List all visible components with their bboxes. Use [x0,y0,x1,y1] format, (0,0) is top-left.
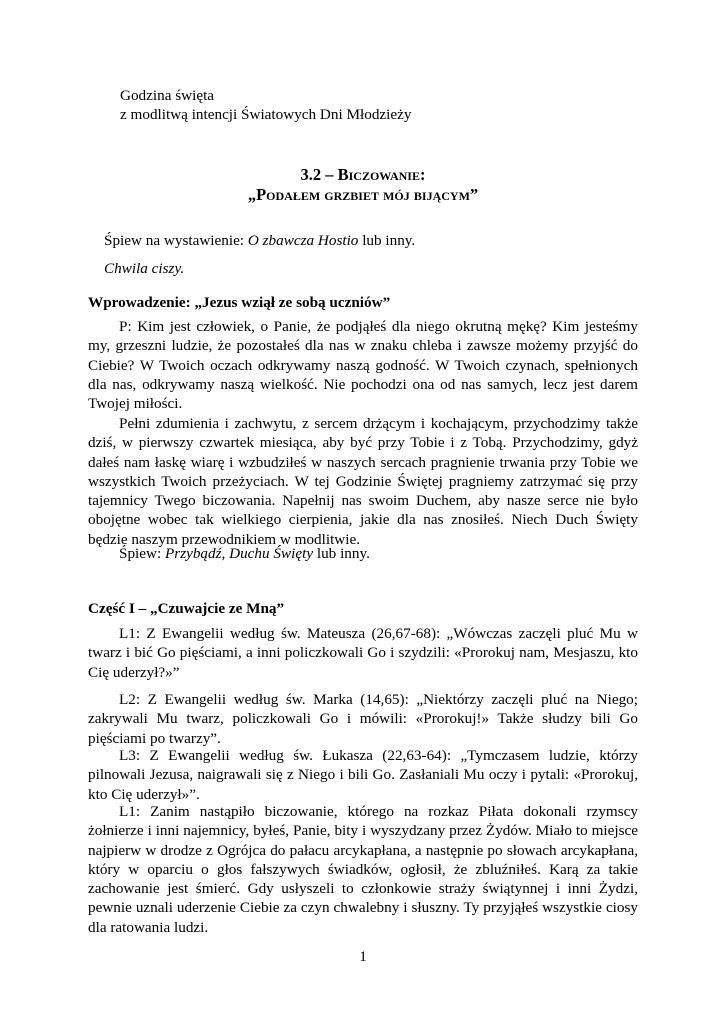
document-header [120,86,411,124]
intro-song-prefix: Śpiew: [119,545,165,562]
intro-song-title: Przybądź, Duchu Święty [165,545,314,562]
opening-song-title: O zbawcza Hostio [247,232,359,249]
intro-song [88,544,638,563]
intro-song-suffix: lub inny. [313,545,370,562]
silence-note: Chwila ciszy. [104,260,185,277]
part1-heading: Część I – „Czuwajcie ze Mną” [88,600,285,617]
intro-paragraph-1: P: Kim jest człowiek, o Panie, że podjąłeś dla niego okrutną mękę? Kim jesteśmy my, grzeszni ludzie, że pozostałeś dla nas w znaku chleba i zawsze możemy przyjść do Ciebie? W Twoich oczach odkrywamy naszą godność. W Twoich czynach, spełnionych dla nas, odkrywamy naszą wielkość. Nie pochodzi ona od nas samych, lecz jest darem Twojej miłości. [88,318,638,413]
opening-song-prefix: Śpiew na wystawienie: [104,232,248,249]
intro-paragraph-2: Pełni zdumienia i zachwytu, z sercem drżącym i kochającym, przychodzimy także dziś, w pierwszy czwartek miesiąca, aby być przy Tobie i z Tobą. Przychodzimy, gdyż dałeś nam łaskę wiarę i wzbudziłeś w naszych sercach pragnienie trwania przy Tobie we wszystkich Twoich przeżyciach. W tej Godzinie Świętej pragniemy zatrzymać się przy tajemnicy Twego biczowania. Napełnij nas swoim Duchem, aby nasze serce nie było obojętne wobec tak wielkiego cierpienia, jakie dla nas znosiłeś. Niech Duch Święty będzie naszym przewodnikiem w modlitwie. [88,415,638,548]
section-title [88,165,638,205]
opening-song [104,231,415,250]
part1-reading-3: L3: Z Ewangelii według św. Łukasza (22,63-64): „Tymczasem ludzie, którzy pilnowali Jezusa, naigrawali się z Niego i bili Go. Zasłaniali Mu oczy i pytali: «Prorokuj, kto Cię uderzył»”. [88,747,638,803]
part1-reflection: L1: Zanim nastąpiło biczowanie, którego na rozkaz Piłata dokonali rzymscy żołnierze i inni najemnicy, byłeś, Panie, bity i wyszydzany przez Żydów. Miało to miejsce najpierw w drodze z Ogrójca do pałacu arcykapłana, a następnie po słowach arcykapłana, który w oparciu o głos fałszywych świadków, ogłosił, że zbluźniłeś. Karą za takie zachowanie jest śmierć. Gdy usłyszeli to członkowie straży świątynnej i inni Żydzi, pewnie uznali uderzenie Ciebie za czyn chwalebny i słuszny. Ty przyjąłeś wszystkie ciosy dla ratowania ludzi. [88,803,638,936]
title-line-1: 3.2 – Biczowanie: [300,165,426,184]
title-line-2: „Podałem grzbiet mój bijącym” [247,185,479,204]
header-line-2: z modlitwą intencji Światowych Dni Młodzieży [120,106,412,123]
part1-reading-1: L1: Z Ewangelii według św. Mateusza (26,67-68): „Wówczas zaczęli pluć Mu w twarz i bić Go pięściami, a inni policzkowali Go i szydzili: «Prorokuj nam, Mesjaszu, kto Cię uderzył?»” [88,625,638,681]
opening-song-suffix: lub inny. [358,232,416,249]
page-number: 1 [359,948,367,965]
header-line-1: Godzina święta [120,87,215,104]
part1-reading-2: L2: Z Ewangelii według św. Marka (14,65): „Niektórzy zaczęli pluć na Niego; zakrywali Mu twarz, policzkowali Go i mówili: «Prorokuj!» Także słudzy bili Go pięściami po twarzy”. [88,691,638,747]
intro-heading: Wprowadzenie: „Jezus wziął ze sobą uczniów” [88,294,391,311]
